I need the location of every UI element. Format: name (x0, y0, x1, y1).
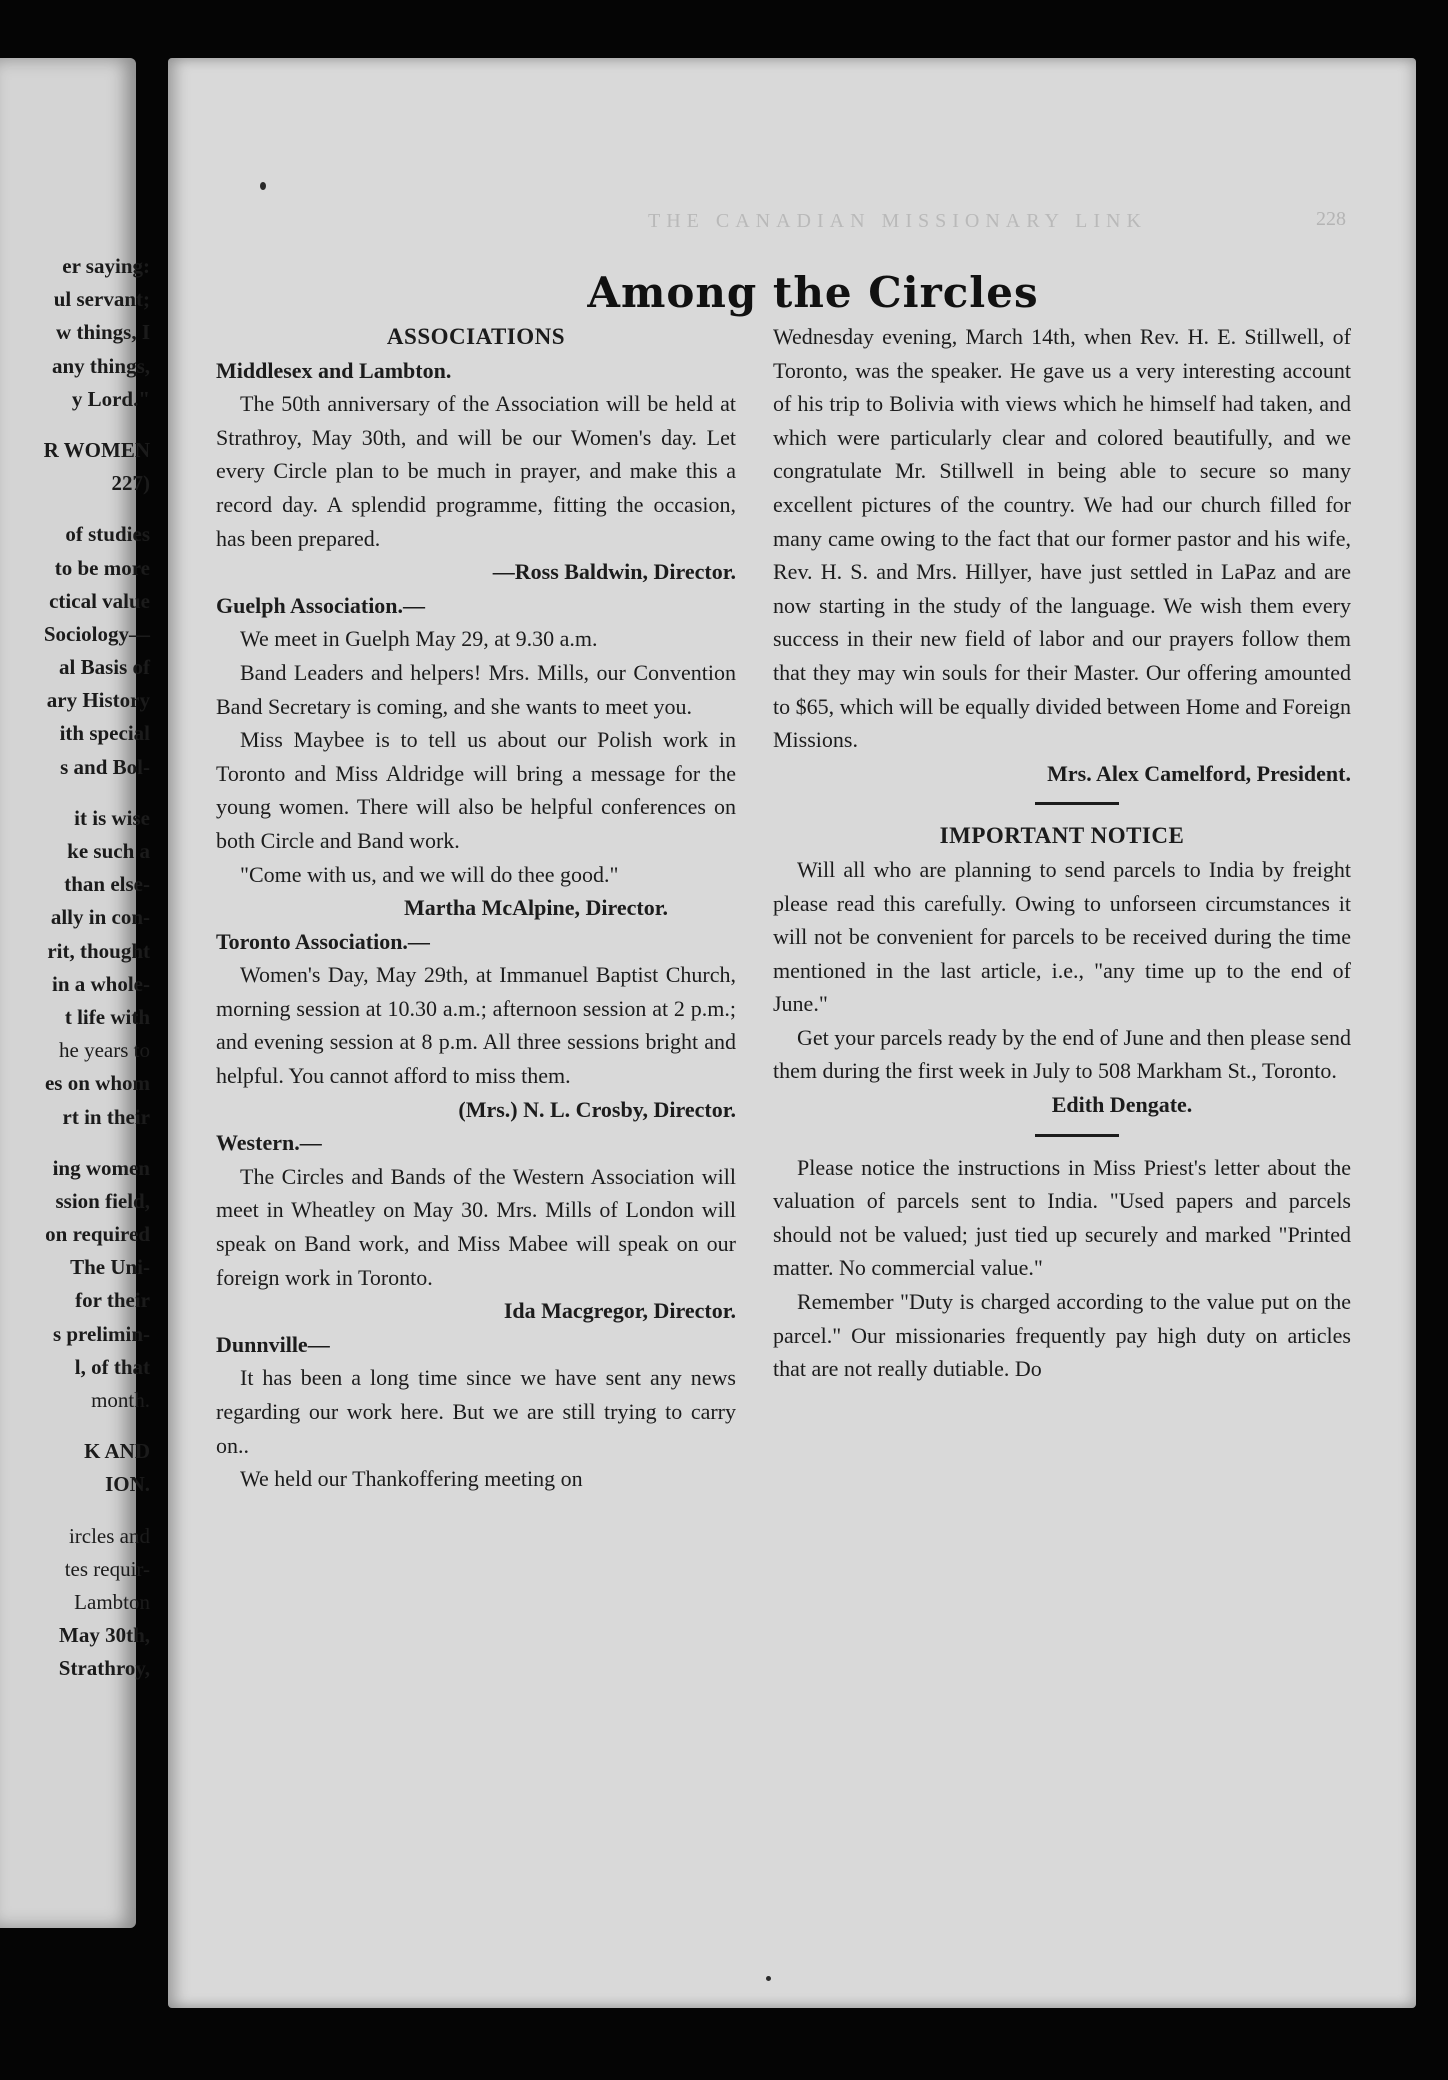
previous-page-line: ctical value (49, 588, 150, 613)
previous-page-line: ircles and (68, 1523, 150, 1548)
valuation-paragraph: Remember "Duty is charged according to the value put on the parcel." Our missionaries frequently pay high duty on articles that are not really dutiable. Do (773, 1289, 1351, 1382)
guelph-signature: Martha McAlpine, Director. (404, 895, 668, 921)
toronto-body: Women's Day, May 29th, at Immanuel Baptist Church, morning session at 10.30 a.m.; afternoon session at 2 p.m.; and evening session at 8 p.m. All three sessions bright and helpful. You cannot afford to miss them. (216, 962, 736, 1089)
divider-rule (1035, 802, 1119, 805)
previous-page-line: R WOMEN (43, 437, 150, 462)
previous-page-line: he years to (59, 1038, 150, 1063)
previous-page-line: May 30th, (59, 1623, 150, 1648)
right-column (773, 320, 1351, 1386)
previous-page-line: Strathroy, (58, 1656, 150, 1681)
guelph-paragraph: Miss Maybee is to tell us about our Polish work in Toronto and Miss Aldridge will bring a message for the young women. There will also be helpful conferences on both Circle and Band work. (216, 727, 736, 853)
previous-page-line: K AND (84, 1439, 150, 1464)
middlesex-title: Middlesex and Lambton. (216, 357, 452, 383)
previous-page-line: Sociology— (43, 621, 150, 646)
guelph-title: Guelph Association.— (216, 592, 426, 618)
notice-title: IMPORTANT NOTICE (939, 823, 1185, 849)
guelph-paragraph: We meet in Guelph May 29, at 9.30 a.m. (240, 626, 598, 652)
previous-page-line: al Basis of (58, 655, 150, 680)
print-speck (260, 182, 266, 190)
dunnville-paragraph: It has been a long time since we have sent any news regarding our work here. But we are still trying to carry on.. (216, 1365, 736, 1458)
previous-page-line: any things, (51, 353, 150, 378)
previous-page-line: y Lord." (71, 386, 150, 411)
previous-page-line: in a whole- (51, 971, 150, 996)
bleed-through-page-number: 228 (1316, 208, 1346, 230)
previous-page-line: rit, thought (47, 938, 150, 963)
previous-page-line: of studies (65, 522, 150, 547)
page-heading: Among the Circles (587, 268, 1039, 317)
print-speck (766, 1976, 771, 1981)
middlesex-body: The 50th anniversary of the Association will be held at Strathroy, May 30th, and will be our Women's day. Let every Circle plan to be much in prayer, and make this a record day. A splendid programme, fitting the occasion, has been prepared. (216, 391, 736, 551)
previous-page-line: on required (45, 1222, 150, 1247)
previous-page-line: ssion field, (55, 1188, 150, 1213)
previous-page-line: than else- (64, 872, 150, 897)
previous-page-line: The Uni- (70, 1255, 150, 1280)
previous-page-line: ith special (59, 721, 150, 746)
left-column (216, 320, 736, 1496)
previous-page-gap (0, 1134, 150, 1152)
dunnville-signature: Mrs. Alex Camelford, President. (1047, 760, 1351, 786)
western-title: Western.— (216, 1130, 322, 1156)
previous-page-line: es on whom (44, 1071, 150, 1096)
western-signature: Ida Macgregor, Director. (503, 1298, 736, 1324)
previous-page-line: tes requir- (64, 1556, 150, 1581)
guelph-paragraph: Band Leaders and helpers! Mrs. Mills, our Convention Band Secretary is coming, and she wants to meet you. (216, 659, 736, 719)
previous-page-gap (0, 1417, 150, 1435)
western-body: The Circles and Bands of the Western Association will meet in Wheatley on May 30. Mrs. Mills of London will speak on Band work, and Miss Mabee will speak on our foreign work in Toronto. (216, 1163, 736, 1290)
magazine-page (168, 58, 1416, 2008)
previous-page-line: ul servant; (53, 287, 150, 312)
previous-page-line: ION. (105, 1472, 150, 1497)
notice-signature: Edith Dengate. (1051, 1092, 1193, 1118)
previous-page-line: to be more (54, 555, 150, 580)
previous-page-line: ing women (52, 1155, 150, 1180)
section-title: ASSOCIATIONS (386, 324, 566, 349)
previous-page-gap (0, 500, 150, 518)
previous-page-line: t life with (64, 1004, 150, 1029)
valuation-paragraph: Please notice the instructions in Miss Priest's letter about the valuation of parcels sent to India. "Used papers and parcels should not be valued; just tied up securely and marked "Printed matter. No commercial value." (773, 1154, 1351, 1281)
previous-page-line: month. (91, 1388, 150, 1412)
toronto-title: Toronto Association.— (216, 928, 430, 954)
previous-page-line: 227) (111, 471, 150, 496)
notice-paragraph: Get your parcels ready by the end of June and then please send them during the first week in July to 508 Markham St., Toronto. (773, 1024, 1351, 1084)
previous-page-line: rt in their (62, 1104, 150, 1129)
previous-page-line: w things, I (56, 320, 150, 345)
previous-page-line: l, of that (74, 1354, 150, 1379)
previous-page-line: ary History (46, 688, 150, 713)
guelph-paragraph: "Come with us, and we will do thee good." (240, 861, 619, 887)
notice-paragraph: Will all who are planning to send parcels to India by freight please read this carefully. Owing to unforseen circumstances it will not be convenient for parcels to be received during the time mentioned in the last article, i.e., "any time up to the end of June." (773, 856, 1351, 1017)
previous-page-line: for their (75, 1288, 150, 1313)
previous-page-line: ally in con- (50, 905, 150, 930)
divider-rule (1035, 1134, 1119, 1137)
toronto-signature: (Mrs.) N. L. Crosby, Director. (458, 1096, 736, 1122)
previous-page-text (0, 250, 150, 1686)
dunnville-paragraph: We held our Thankoffering meeting on (240, 1466, 583, 1492)
dunnville-continued: Wednesday evening, March 14th, when Rev. H. E. Stillwell, of Toronto, was the speaker. He gave us a very interesting account of his trip to Bolivia with views which he himself had taken, and which were particularly clear and colored beautifully, and we congratulate Mr. Stillwell in being able to secure so many excellent pictures of the country. We had our church filled for many came owing to the fact that our former pastor and his wife, Rev. H. S. and Mrs. Hillyer, have just settled in LaPaz and are now starting in the study of the language. We wish them every success in their new field of labor and our prayers follow them that they may win souls for their Master. Our offering amounted to $65, which will be equally divided between Home and Foreign Missions. (773, 324, 1351, 753)
dunnville-title: Dunnville— (216, 1331, 330, 1357)
previous-page-line: s and Bol- (60, 754, 150, 779)
bleed-through-header: THE CANADIAN MISSIONARY LINK (648, 210, 1147, 232)
previous-page-line: Lambton (74, 1589, 150, 1614)
middlesex-signature: —Ross Baldwin, Director. (492, 559, 736, 585)
previous-page-gap (0, 784, 150, 802)
previous-page-line: s prelimin- (52, 1321, 150, 1346)
previous-page-edge (0, 58, 150, 1928)
previous-page-line: ke such a (67, 839, 150, 863)
previous-page-line: it is wise (74, 805, 150, 830)
previous-page-gap (0, 1502, 150, 1520)
previous-page-line: er saying: (62, 254, 150, 278)
previous-page-gap (0, 416, 150, 434)
